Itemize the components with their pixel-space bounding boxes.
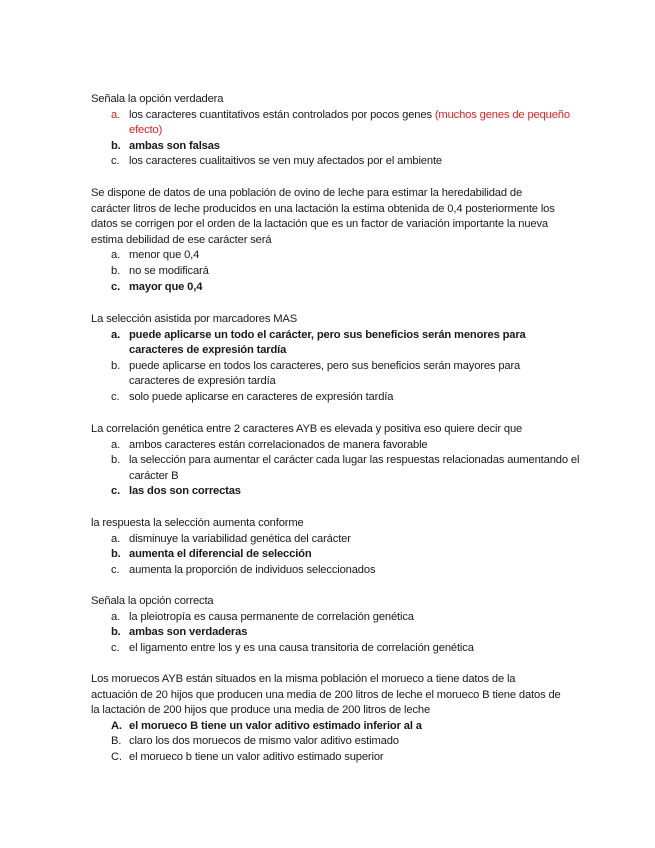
question-3: [91, 312, 571, 406]
option-text: los caracteres cuantitativos están controlados por pocos genes: [129, 108, 435, 121]
option-marker: b.: [111, 626, 121, 639]
option-marker: c.: [111, 155, 120, 168]
option-text: puede aplicarse un todo el carácter, pero sus beneficios serán menores para caracteres de expresión tardía: [129, 328, 526, 357]
option-text: mayor que 0,4: [129, 280, 203, 293]
option-a: [91, 438, 581, 454]
option-text: la selección para aumentar el carácter cada lugar las respuestas relacionadas aumentando el carácter B: [129, 454, 580, 482]
option-a: [91, 108, 571, 139]
question-2: [91, 186, 563, 295]
option-text: claro los dos moruecos de mismo valor aditivo estimado: [129, 735, 399, 748]
option-text: el ligamento entre los y es una causa transitoria de correlación genética: [129, 641, 474, 654]
question-stem: Se dispone de datos de una población de ovino de leche para estimar la heredabilidad de carácter litros de leche producidos en una lactación la estima obtenida de 0,4 posteriormente los datos se corrigen por el orden de la lactación que es un factor de variación importante la nueva estima debilidad de ese carácter será: [91, 187, 555, 246]
option-marker: C.: [111, 750, 122, 763]
question-stem: La correlación genética entre 2 caracteres AYB es elevada y positiva eso quiere decir que: [91, 423, 523, 435]
question-4: [91, 422, 581, 500]
option-a: [91, 532, 571, 548]
option-marker: c.: [111, 280, 121, 293]
option-marker: b.: [111, 139, 121, 152]
option-b: [91, 139, 571, 155]
option-marker: a.: [111, 438, 121, 451]
option-text: el morueco b tiene un valor aditivo estimado superior: [129, 750, 384, 763]
option-a: [91, 719, 561, 735]
option-c: [91, 154, 571, 170]
option-list: [91, 328, 571, 406]
option-a: [91, 328, 571, 359]
question-stem: Los moruecos AYB están situados en la misma población el morueco a tiene datos de la actuación de 20 hijos que producen una media de 200 litros de leche el morueco B tiene datos de la lactación de 200 hijos que produce una media de 200 litros de leche: [91, 673, 561, 717]
option-text: ambos caracteres están correlacionados de manera favorable: [129, 438, 428, 451]
option-text: ambas son falsas: [129, 139, 220, 152]
question-5: [91, 516, 571, 578]
question-7: [91, 672, 561, 766]
option-b: [91, 264, 563, 280]
option-list: [91, 438, 581, 500]
option-b: [91, 734, 561, 750]
option-c: [91, 280, 563, 296]
option-marker: a.: [111, 532, 121, 545]
question-stem: Señala la opción correcta: [91, 595, 214, 607]
option-marker: b.: [111, 359, 121, 372]
option-marker: a.: [111, 610, 121, 623]
question-6: [91, 594, 571, 656]
option-c: [91, 563, 571, 579]
option-c: [91, 484, 581, 500]
option-marker: c.: [111, 485, 121, 498]
option-marker: a.: [111, 249, 121, 262]
option-text: aumenta la proporción de individuos seleccionados: [129, 563, 376, 576]
option-marker: b.: [111, 454, 121, 467]
option-marker: b.: [111, 548, 121, 561]
option-marker: B.: [111, 735, 122, 748]
option-b: [91, 547, 571, 563]
option-marker: A.: [111, 719, 122, 732]
question-stem: La selección asistida por marcadores MAS: [91, 313, 298, 325]
option-b: [91, 625, 571, 641]
option-marker: c.: [111, 390, 120, 403]
option-c: [91, 750, 561, 766]
option-text: ambas son verdaderas: [129, 626, 248, 639]
option-a: [91, 610, 571, 626]
option-c: [91, 641, 571, 657]
option-text: el morueco B tiene un valor aditivo estimado inferior al a: [129, 719, 422, 732]
option-marker: a.: [111, 108, 121, 121]
option-text: la pleiotropía es causa permanente de correlación genética: [129, 610, 414, 623]
option-text: disminuye la variabilidad genética del carácter: [129, 532, 351, 545]
question-stem: Señala la opción verdadera: [91, 93, 224, 105]
option-b: [91, 453, 581, 484]
option-list: [91, 108, 571, 170]
option-list: [91, 248, 563, 295]
option-c: [91, 390, 571, 406]
question-stem: la respuesta la selección aumenta conforme: [91, 517, 304, 529]
option-list: [91, 532, 571, 579]
question-1: [91, 92, 571, 170]
option-text: solo puede aplicarse en caracteres de expresión tardía: [129, 390, 394, 403]
option-list: [91, 610, 571, 657]
option-a: [91, 248, 563, 264]
correction-note: (muchos genes de pequeño efecto): [129, 108, 570, 137]
option-text: los caracteres cualitaitivos se ven muy afectados por el ambiente: [129, 155, 442, 168]
option-text: las dos son correctas: [129, 485, 241, 498]
option-text: puede aplicarse en todos los caracteres, pero sus beneficios serán mayores para caracteres de expresión tardía: [129, 359, 521, 388]
option-text: aumenta el diferencial de selección: [129, 548, 312, 561]
option-marker: a.: [111, 328, 121, 341]
option-marker: c.: [111, 563, 120, 576]
option-marker: b.: [111, 264, 121, 277]
option-text: no se modificará: [129, 264, 209, 277]
option-list: [91, 719, 561, 766]
option-marker: c.: [111, 641, 120, 654]
option-b: [91, 359, 571, 390]
option-text: menor que 0,4: [129, 249, 200, 262]
